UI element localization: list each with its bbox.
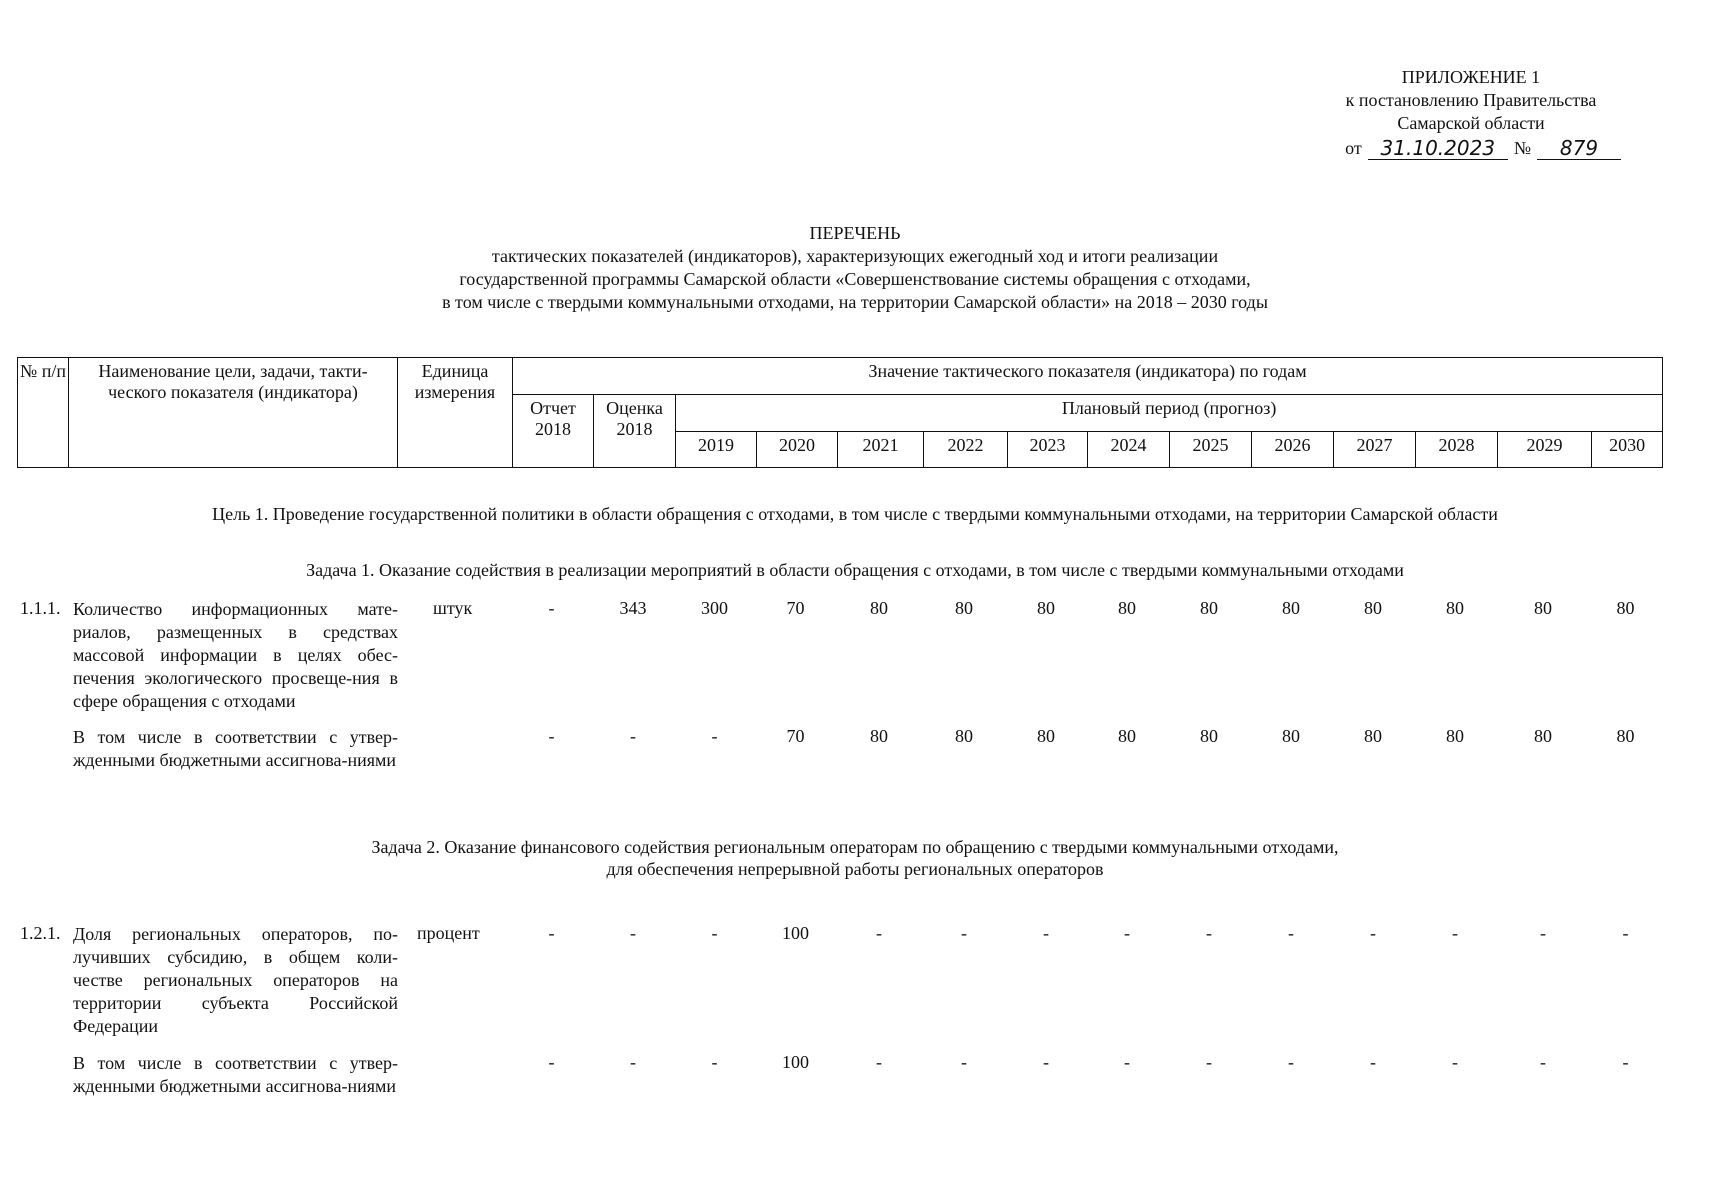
value-cell: 300 (701, 598, 728, 618)
value-cell: 80 (1534, 598, 1552, 618)
approval-title: ПРИЛОЖЕНИЕ 1 (1401, 67, 1541, 87)
header-name: Наименование цели, задачи, такти-ческого показателя (индикатора) (69, 358, 398, 468)
value-cell: - (630, 923, 636, 943)
handwritten-date: 31.10.2023 (1368, 137, 1508, 160)
title-heading: ПЕРЕЧЕНЬ (809, 223, 901, 243)
value-cell: - (1540, 923, 1546, 943)
row-values (511, 923, 1661, 944)
value-cell: - (1622, 923, 1629, 943)
value-cell: - (711, 1052, 718, 1072)
value-cell: - (1206, 923, 1212, 943)
row-number: 1.1.1. (20, 598, 61, 618)
approval-date-row (1321, 137, 1621, 160)
approval-line-1: к постановлению Правительства (1345, 90, 1597, 110)
value-cell: 80 (1364, 598, 1382, 618)
value-cell: - (1206, 1052, 1212, 1072)
header-year: 2024 (1088, 432, 1170, 468)
value-cell: - (1043, 1052, 1049, 1072)
number-prefix: № (1513, 138, 1531, 158)
goal-1: Цель 1. Проведение государственной политики в области обращения с отходами, в том числе с твердыми коммунальными отходами, на территории Самарской области (212, 504, 1498, 524)
value-cell: - (1288, 923, 1294, 943)
value-cell: - (711, 726, 718, 746)
value-cell: 80 (1446, 598, 1464, 618)
header-year: 2023 (1008, 432, 1088, 468)
value-cell: 80 (1282, 598, 1300, 618)
value-cell: - (630, 1052, 636, 1072)
approval-block (1321, 66, 1621, 160)
header-year: 2025 (1170, 432, 1252, 468)
value-cell: 80 (1616, 726, 1635, 746)
header-year: 2027 (1334, 432, 1416, 468)
handwritten-number: 879 (1537, 137, 1621, 160)
value-cell: - (961, 923, 967, 943)
header-year: 2029 (1498, 432, 1592, 468)
value-cell: - (548, 726, 555, 746)
row-unit: процент (417, 923, 480, 943)
title-line-1: тактических показателей (индикаторов), характеризующих ежегодный ход и итоги реализации (491, 246, 1219, 266)
value-cell: - (876, 923, 882, 943)
value-cell: 80 (1037, 598, 1055, 618)
row-unit: штук (433, 598, 473, 618)
value-cell: - (1452, 1052, 1458, 1072)
header-num: № п/п (18, 358, 69, 468)
row-values (511, 726, 1661, 747)
value-cell: 80 (1200, 726, 1218, 746)
value-cell: - (961, 1052, 967, 1072)
title-line-2: государственной программы Самарской области «Совершенствование системы обращения с отходами, (459, 269, 1251, 289)
value-cell: 80 (1200, 598, 1218, 618)
header-year: 2021 (838, 432, 924, 468)
value-cell: 80 (1282, 726, 1300, 746)
value-cell: 80 (1534, 726, 1552, 746)
value-cell: - (1540, 1052, 1546, 1072)
header-year: 2020 (757, 432, 838, 468)
value-cell: - (1452, 923, 1458, 943)
row-values (511, 1052, 1661, 1073)
value-cell: 70 (786, 726, 805, 746)
value-cell: - (876, 1052, 882, 1072)
row-values (511, 598, 1661, 619)
value-cell: 80 (1616, 598, 1635, 618)
value-cell: 343 (619, 598, 647, 618)
value-cell: - (1288, 1052, 1294, 1072)
header-values-by-year: Значение тактического показателя (индикатора) по годам (513, 358, 1663, 395)
task-2-line-2: для обеспечения непрерывной работы региональных операторов (606, 859, 1104, 879)
value-cell: - (1124, 1052, 1130, 1072)
value-cell: 80 (870, 726, 888, 746)
task-2 (60, 836, 1650, 880)
indicators-table-header (17, 357, 1663, 468)
row-indicator-name: В том числе в соответствии с утвер-жденными бюджетными ассигнова-ниями (73, 727, 398, 770)
value-cell: 100 (782, 923, 809, 943)
value-cell: - (548, 923, 555, 943)
value-cell: - (1043, 923, 1049, 943)
value-cell: 80 (1364, 726, 1382, 746)
value-cell: 80 (870, 598, 888, 618)
task-1: Задача 1. Оказание содействия в реализации мероприятий в области обращения с отходами, в том числе с твердыми коммунальными отходами (306, 560, 1404, 580)
value-cell: 70 (786, 598, 805, 618)
value-cell: 80 (955, 598, 973, 618)
value-cell: - (1370, 1052, 1376, 1072)
row-indicator-name: Количество информационных мате-риалов, размещенных в средствах массовой информации в целях обес-печения экологического просвеще-ния в сфере обращения с отходами (73, 599, 398, 711)
title-line-3: в том числе с твердыми коммунальными отходами, на территории Самарской области» на 2018 – 2030 годы (442, 292, 1268, 312)
value-cell: 80 (1118, 598, 1136, 618)
row-indicator-name: Доля региональных операторов, по-лучивших субсидию, в общем коли-честве региональных операторов на территории субъекта Российской Федерации (73, 924, 398, 1036)
header-year: 2030 (1592, 432, 1663, 468)
value-cell: - (1622, 1052, 1629, 1072)
value-cell: 80 (1446, 726, 1464, 746)
value-cell: - (711, 923, 718, 943)
header-year: 2028 (1416, 432, 1498, 468)
value-cell: - (1370, 923, 1376, 943)
header-year: 2019 (676, 432, 757, 468)
value-cell: 100 (782, 1052, 809, 1072)
header-year: 2022 (924, 432, 1008, 468)
approval-line-2: Самарской области (1397, 113, 1545, 133)
value-cell: - (630, 726, 636, 746)
task-2-line-1: Задача 2. Оказание финансового содействия региональным операторам по обращению с твердыми коммунальными отходами, (371, 837, 1339, 857)
value-cell: 80 (1118, 726, 1136, 746)
header-report-2018: Отчет 2018 (513, 395, 594, 468)
document-title (200, 222, 1510, 314)
row-indicator-name: В том числе в соответствии с утвер-жденными бюджетными ассигнова-ниями (73, 1053, 398, 1096)
row-number: 1.2.1. (20, 923, 61, 943)
header-year: 2026 (1252, 432, 1334, 468)
header-unit: Единица измерения (398, 358, 513, 468)
header-estimate-2018: Оценка 2018 (594, 395, 676, 468)
date-prefix: от (1345, 138, 1362, 158)
value-cell: 80 (955, 726, 973, 746)
value-cell: 80 (1037, 726, 1055, 746)
value-cell: - (548, 598, 555, 618)
value-cell: - (1124, 923, 1130, 943)
header-plan-period: Плановый период (прогноз) (676, 395, 1663, 432)
value-cell: - (548, 1052, 555, 1072)
